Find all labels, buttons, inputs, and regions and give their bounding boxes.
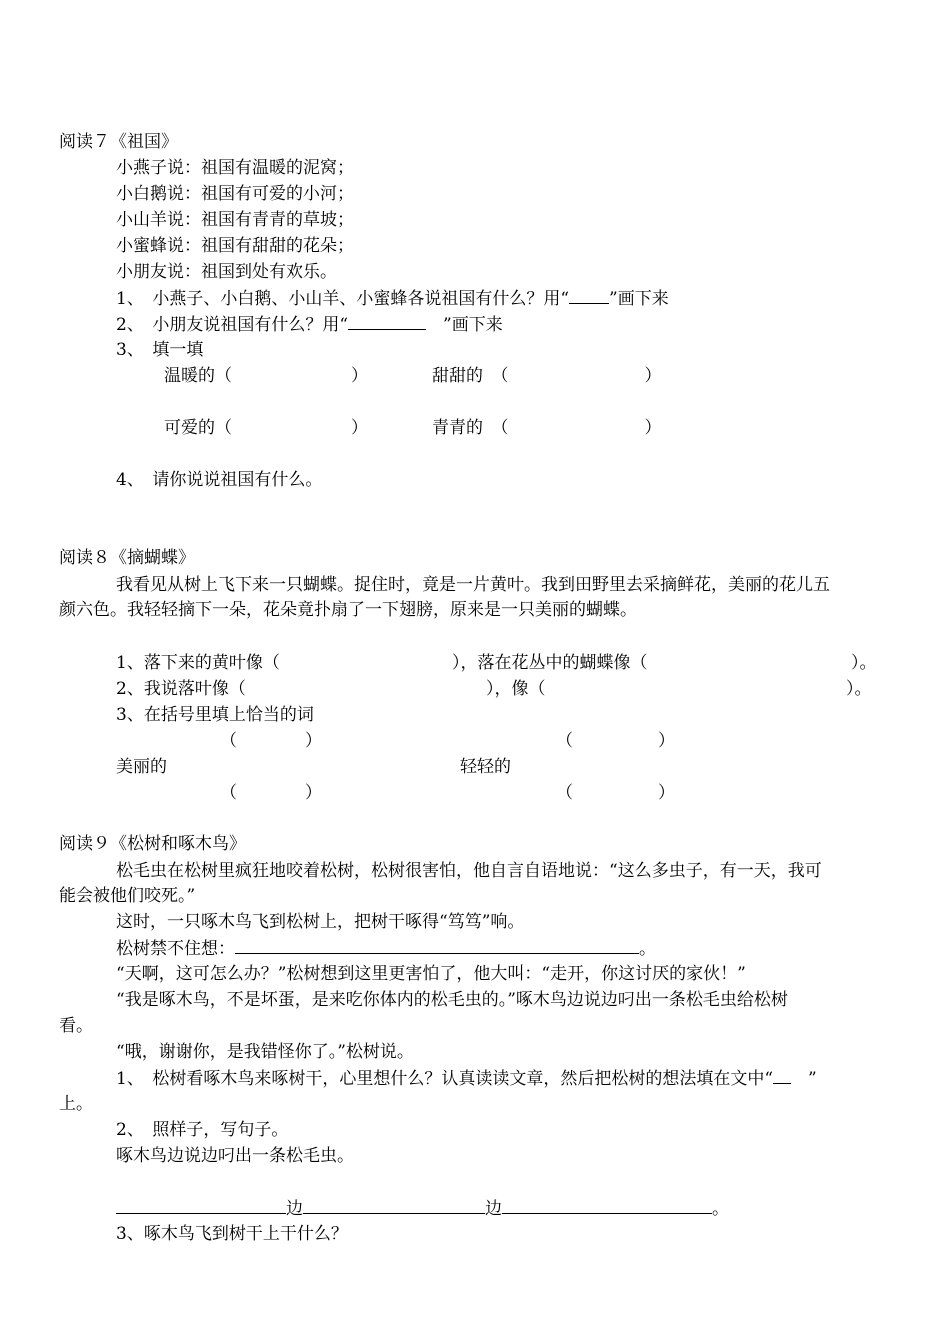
reading-9-title: 阅读９《松树和啄木鸟》 xyxy=(59,834,246,854)
fill-blank-sweet[interactable]: 甜甜的 （ ） xyxy=(432,366,662,386)
poem-line-4: 小蜜蜂说：祖国有甜甜的花朵； xyxy=(116,236,354,256)
word-beautiful: 美丽的 xyxy=(116,757,167,777)
r9-paragraph-5a: “我是啄木鸟，不是坏蛋，是来吃你体内的松毛虫的。”啄木鸟边说边叼出一条松毛虫给松树 xyxy=(116,990,788,1010)
r9-q1-quote: ” xyxy=(808,1069,817,1089)
r9-paragraph-1b: 能会被他们咬死。” xyxy=(59,886,196,906)
reading-7-title: 阅读７《祖国》 xyxy=(59,132,178,152)
poem-line-1: 小燕子说：祖国有温暖的泥窝； xyxy=(116,158,354,178)
fill-blank-green[interactable]: 青青的 （ ） xyxy=(432,418,662,438)
underline-sample xyxy=(773,1067,791,1084)
underline-sample xyxy=(569,287,609,304)
fill-blank-lovely[interactable]: 可爱的（ ） xyxy=(164,418,368,438)
fill-blank-warm[interactable]: 温暖的（ ） xyxy=(164,366,368,386)
r7-question-3: 3、 填一填 xyxy=(116,340,204,360)
r9-paragraph-1a: 松毛虫在松树里疯狂地咬着松树，松树很害怕，他自言自语地说：“这么多虫子，有一天，我可 xyxy=(116,861,822,881)
r9-question-1 xyxy=(116,1067,817,1090)
r9-q1-text: 1、 松树看啄木鸟来啄树干，心里想什么？认真读读文章，然后把松树的想法填在文中“ xyxy=(116,1069,774,1089)
paren-blank[interactable]: （ ） xyxy=(220,783,322,803)
r9-question-3: 3、啄木鸟飞到树干上干什么？ xyxy=(116,1224,348,1244)
r8-question-1b: ），落在花丛中的蝴蝶像（ xyxy=(452,653,648,673)
r9-q1-gap xyxy=(791,1069,808,1089)
r7-question-1 xyxy=(116,287,669,310)
r7-q2-end: ”画下来 xyxy=(426,315,503,335)
poem-line-5: 小朋友说：祖国到处有欢乐。 xyxy=(116,262,337,282)
paren-blank[interactable]: （ ） xyxy=(556,731,675,751)
r9-p3-text: 松树禁不住想： xyxy=(116,939,235,959)
r9-question-2: 2、 照样子，写句子。 xyxy=(116,1120,289,1140)
answer-line[interactable] xyxy=(116,1197,286,1214)
answer-line[interactable] xyxy=(303,1197,485,1214)
r7-q1-end: ”画下来 xyxy=(609,289,669,309)
poem-line-3: 小山羊说：祖国有青青的草坡； xyxy=(116,210,354,230)
paren-blank[interactable]: （ ） xyxy=(220,731,322,751)
poem-line-2: 小白鹅说：祖国有可爱的小河； xyxy=(116,184,354,204)
r7-q1-text: 1、 小燕子、小白鹅、小山羊、小蜜蜂各说祖国有什么？用“ xyxy=(116,289,570,309)
r8-question-2a: 2、我说落叶像（ xyxy=(116,679,246,699)
r7-q2-text: 2、 小朋友说祖国有什么？用“ xyxy=(116,315,349,335)
sentence-end: 。 xyxy=(712,1199,729,1219)
r9-example-sentence: 啄木鸟边说边叼出一条松毛虫。 xyxy=(116,1146,354,1166)
underline-sample xyxy=(348,313,426,330)
r9-paragraph-5b: 看。 xyxy=(59,1016,93,1036)
r9-paragraph-2: 这时，一只啄木鸟飞到松树上，把树干啄得“笃笃”响。 xyxy=(116,912,525,932)
r9-p3-end: 。 xyxy=(639,939,656,959)
r9-paragraph-6: “哦，谢谢你，是我错怪你了。”松树说。 xyxy=(116,1042,414,1062)
r9-sentence-template xyxy=(116,1197,729,1220)
reading-8-title: 阅读８《摘蝴蝶》 xyxy=(59,548,195,568)
answer-line[interactable] xyxy=(235,937,639,954)
r9-question-1-end: 上。 xyxy=(59,1094,93,1114)
r9-paragraph-3 xyxy=(116,937,656,960)
r7-question-4: 4、 请你说说祖国有什么。 xyxy=(116,470,323,490)
answer-line[interactable] xyxy=(502,1197,712,1214)
r8-paragraph-line-2: 颜六色。我轻轻摘下一朵，花朵竟扑扇了一下翅膀，原来是一只美丽的蝴蝶。 xyxy=(59,600,637,620)
r8-paragraph-line-1: 我看见从树上飞下来一只蝴蝶。捉住时，竟是一片黄叶。我到田野里去采摘鲜花，美丽的花儿五 xyxy=(116,575,830,595)
paren-blank[interactable]: （ ） xyxy=(556,783,675,803)
bian-word: 边 xyxy=(485,1199,502,1219)
r8-question-2c: ）。 xyxy=(846,679,872,699)
r9-paragraph-4: “天啊，这可怎么办？”松树想到这里更害怕了，他大叫：“走开，你这讨厌的家伙！” xyxy=(116,964,746,984)
r8-question-1a: 1、落下来的黄叶像（ xyxy=(116,653,280,673)
word-gently: 轻轻的 xyxy=(460,757,511,777)
r8-question-1c: ）。 xyxy=(851,653,877,673)
r7-question-2 xyxy=(116,313,503,336)
bian-word: 边 xyxy=(286,1199,303,1219)
r8-question-2b: ），像（ xyxy=(486,679,546,699)
r8-question-3: 3、在括号里填上恰当的词 xyxy=(116,705,314,725)
